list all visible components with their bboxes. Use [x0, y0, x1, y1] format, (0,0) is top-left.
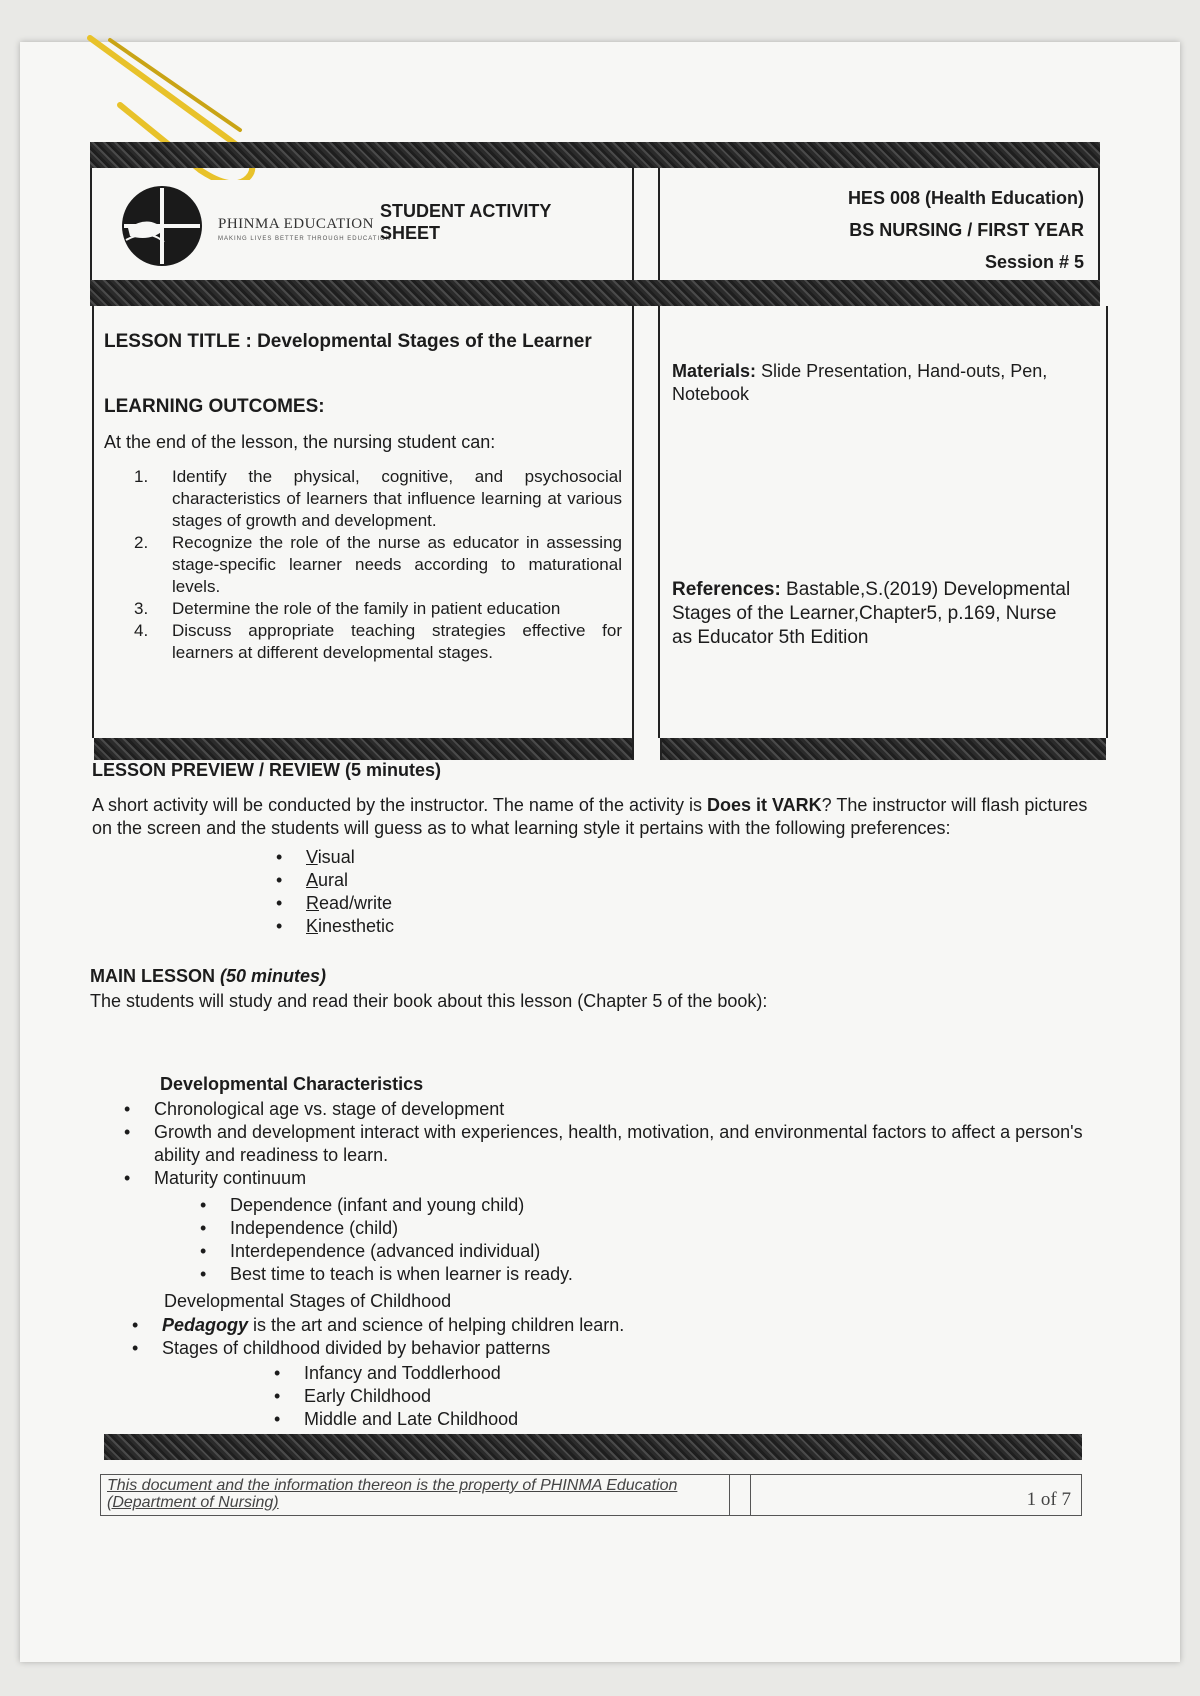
pedagogy-term: Pedagogy — [162, 1315, 249, 1335]
lesson-title — [104, 330, 624, 354]
childhood-stages-heading: Developmental Stages of Childhood — [164, 1291, 452, 1311]
program-year: BS NURSING / FIRST YEAR — [849, 220, 1084, 240]
references — [672, 578, 1072, 650]
list-item: • Read/write — [276, 892, 394, 915]
list-item: 2. Recognize the role of the nurse as educator in assessing stage-specific learner needs according to maturational levels. — [134, 533, 622, 596]
header-left-cell — [92, 168, 634, 280]
materials — [672, 360, 1072, 406]
developmental-characteristics-list — [124, 1098, 1104, 1190]
vark-preferences-list — [276, 846, 394, 938]
course-code: HES 008 (Health Education) — [847, 188, 1084, 208]
phinma-logo-icon — [120, 184, 204, 268]
references-label: References: — [672, 579, 781, 600]
list-item: • Early Childhood — [274, 1385, 518, 1408]
developmental-characteristics-heading: Developmental Characteristics — [160, 1074, 424, 1094]
header-right-cell — [660, 168, 1098, 280]
footer-box — [100, 1474, 1082, 1516]
learning-outcomes-intro: At the end of the lesson, the nursing student can: — [104, 432, 496, 452]
footer-bar — [104, 1434, 1082, 1460]
lesson-left-cell — [94, 306, 634, 738]
list-item: • Stages of childhood divided by behavior patterns — [132, 1337, 624, 1360]
header-table — [90, 142, 1100, 306]
materials-value: Slide Presentation, Hand-outs, Pen, Notebook — [672, 361, 1048, 404]
list-item: • Aural — [276, 869, 394, 892]
activity-name: Does it VARK — [706, 795, 822, 815]
lesson-right-cell — [660, 306, 1106, 738]
page-number: 1 of 7 — [1026, 1489, 1071, 1510]
preview-paragraph: A short activity will be conducted by the instructor. The name of the activity is Does it VARK? The instructor will flash pictures on the screen and the students will guess as to what learning style it pertains with the following preferences: — [92, 795, 1088, 838]
property-notice: This document and the information thereon is the property of PHINMA Education (Department of Nursing) — [101, 1475, 730, 1515]
logo-text: PHINMA EDUCATION — [218, 216, 374, 232]
list-item: • Interdependence (advanced individual) — [200, 1240, 573, 1263]
logo-subtext: MAKING LIVES BETTER THROUGH EDUCATION — [218, 236, 392, 242]
lesson-title-label: LESSON TITLE : — [104, 331, 258, 352]
list-item: 1. Identify the physical, cognitive, and psychosocial characteristics of learners that influence learning at various stages of growth and development. — [134, 467, 622, 530]
list-item: • Growth and development interact with experiences, health, motivation, and environmental factors to affect a person's ability and readiness to learn. — [124, 1121, 1104, 1167]
preview-heading: LESSON PREVIEW / REVIEW (5 minutes) — [92, 760, 442, 780]
list-item: • Chronological age vs. stage of development — [124, 1098, 1104, 1121]
main-lesson-heading: MAIN LESSON (50 minutes) — [90, 966, 327, 986]
materials-label: Materials: — [672, 361, 757, 381]
header-top-bar — [90, 142, 1100, 168]
maturity-continuum-list — [200, 1194, 573, 1286]
list-item: • Maturity continuum — [124, 1167, 1104, 1190]
list-item: 4. Discuss appropriate teaching strategies effective for learners at different developmental stages. — [134, 621, 622, 662]
childhood-list — [132, 1314, 624, 1360]
list-item: • Middle and Late Childhood — [274, 1408, 518, 1431]
list-item: • Best time to teach is when learner is ready. — [200, 1263, 573, 1286]
learning-outcomes-heading: LEARNING OUTCOMES: — [104, 396, 325, 417]
lesson-info-table — [92, 306, 1108, 738]
lesson-table-bottom-bar — [94, 738, 1106, 760]
header-bottom-bar — [90, 280, 1100, 306]
list-item: 3. Determine the role of the family in patient education — [134, 599, 561, 618]
list-item: • Dependence (infant and young child) — [200, 1194, 573, 1217]
sheet-title: STUDENT ACTIVITY SHEET — [380, 201, 552, 243]
references-value: Bastable,S.(2019) Developmental Stages of the Learner,Chapter5, p.169, Nurse as Educator 5th Edition — [672, 579, 1071, 648]
list-item: • Infancy and Toddlerhood — [274, 1362, 518, 1385]
lesson-title-value: Developmental Stages of the Learner — [257, 331, 592, 352]
session-number: Session # 5 — [984, 252, 1084, 272]
list-item: • Independence (child) — [200, 1217, 573, 1240]
list-item: • Pedagogy is the art and science of helping children learn. — [132, 1314, 624, 1337]
list-item: • Visual — [276, 846, 394, 869]
learning-outcomes-list — [134, 466, 622, 664]
list-item: • Kinesthetic — [276, 915, 394, 938]
main-lesson-intro: The students will study and read their book about this lesson (Chapter 5 of the book): — [90, 991, 768, 1011]
